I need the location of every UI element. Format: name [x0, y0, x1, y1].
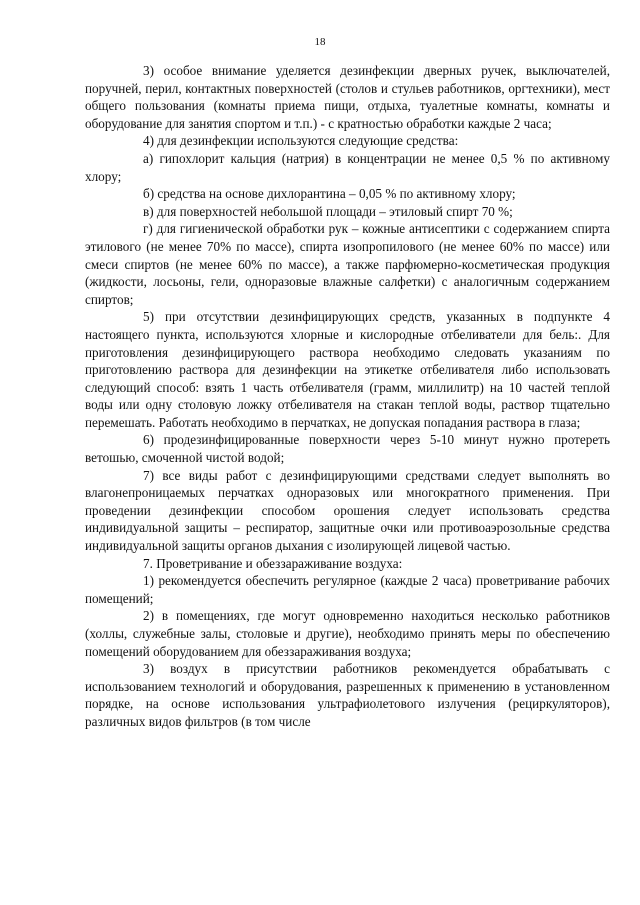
paragraph-5-bleach: 5) при отсутствии дезинфицирующих средств, указанных в подпункте 4 настоящего пункта, используются хлорные и кислородные отбеливатели для бель:. Для приготовления дезинфицирующего раствора необходимо следовать указаниям по приготовлению раствора для дезинфекции на этикетке отбеливателя либо использовать следующий способ: взять 1 часть отбеливателя (грамм, миллилитр) на 10 частей теплой воды или одну столовую ложку отбеливателя на стакан теплой воды, раствор тщательно перемешать. Работать необходимо в перчатках, не допуская попадания раствора в глаза;: [85, 309, 610, 430]
ventilation-item-2: 2) в помещениях, где могут одновременно находиться несколько работников (холлы, служебные залы, столовые и другие), необходимо принять меры по обеспечению помещений оборудованием для обеззараживания воздуха;: [85, 608, 610, 659]
document-body: [85, 62, 610, 731]
paragraph-4-disinfectants: 4) для дезинфекции используются следующие средства:: [143, 133, 459, 149]
page-number: 18: [314, 36, 326, 48]
item-g-hand-antiseptics: г) для гигиенической обработки рук – кожные антисептики с содержанием спирта этилового (не менее 70% по массе), спирта изопропилового (не менее 60% по массе) или смеси спиртов (не менее 60% по массе), а также парфюмерно-косметическая продукция (жидкости, лосьоны, гели, одноразовые влажные салфетки) с аналогичным содержанием спиртов;: [85, 221, 610, 307]
ventilation-item-1: 1) рекомендуется обеспечить регулярное (каждые 2 часа) проветривание рабочих помещений;: [85, 573, 610, 606]
paragraph-7-protective-gloves: 7) все виды работ с дезинфицирующими средствами следует выполнять во влагонепроницаемых перчатках одноразовых или многократного применения. При проведении дезинфекции способом орошения следует использовать средства индивидуальной защиты – респиратор, защитные очки или противоаэрозольные средства индивидуальной защиты органов дыхания с изолирующей лицевой частью.: [85, 467, 610, 554]
item-v-ethyl-alcohol: в) для поверхностей небольшой площади – этиловый спирт 70 %;: [143, 203, 513, 219]
paragraph-6-wipe-surfaces: 6) продезинфицированные поверхности через 5-10 минут нужно протереть ветошью, смоченной чистой водой;: [85, 432, 610, 466]
item-a-calcium-hypochlorite: а) гипохлорит кальция (натрия) в концентрации не менее 0,5 % по активному хлору;: [85, 150, 610, 184]
ventilation-item-3: 3) воздух в присутствии работников рекомендуется обрабатывать с использованием технологий и оборудования, разрешенных к применению в установленном порядке, на основе использования ультрафиолетового излучения (рециркуляторов), различных видов фильтров (в том числе: [85, 661, 610, 729]
paragraph-3-special-attention: 3) особое внимание уделяется дезинфекции дверных ручек, выключателей, поручней, перил, контактных поверхностей (столов и стульев работников, оргтехники), мест общего пользования (комнаты приема пищи, отдыха, туалетные комнаты, комнаты и оборудование для занятия спортом и т.п.) - с кратностью обработки каждые 2 часа;: [85, 63, 610, 131]
section-7-ventilation-heading: 7. Проветривание и обеззараживание воздуха:: [143, 555, 403, 571]
item-b-dichlorantin: б) средства на основе дихлорантина – 0,05 % по активному хлору;: [143, 186, 516, 202]
